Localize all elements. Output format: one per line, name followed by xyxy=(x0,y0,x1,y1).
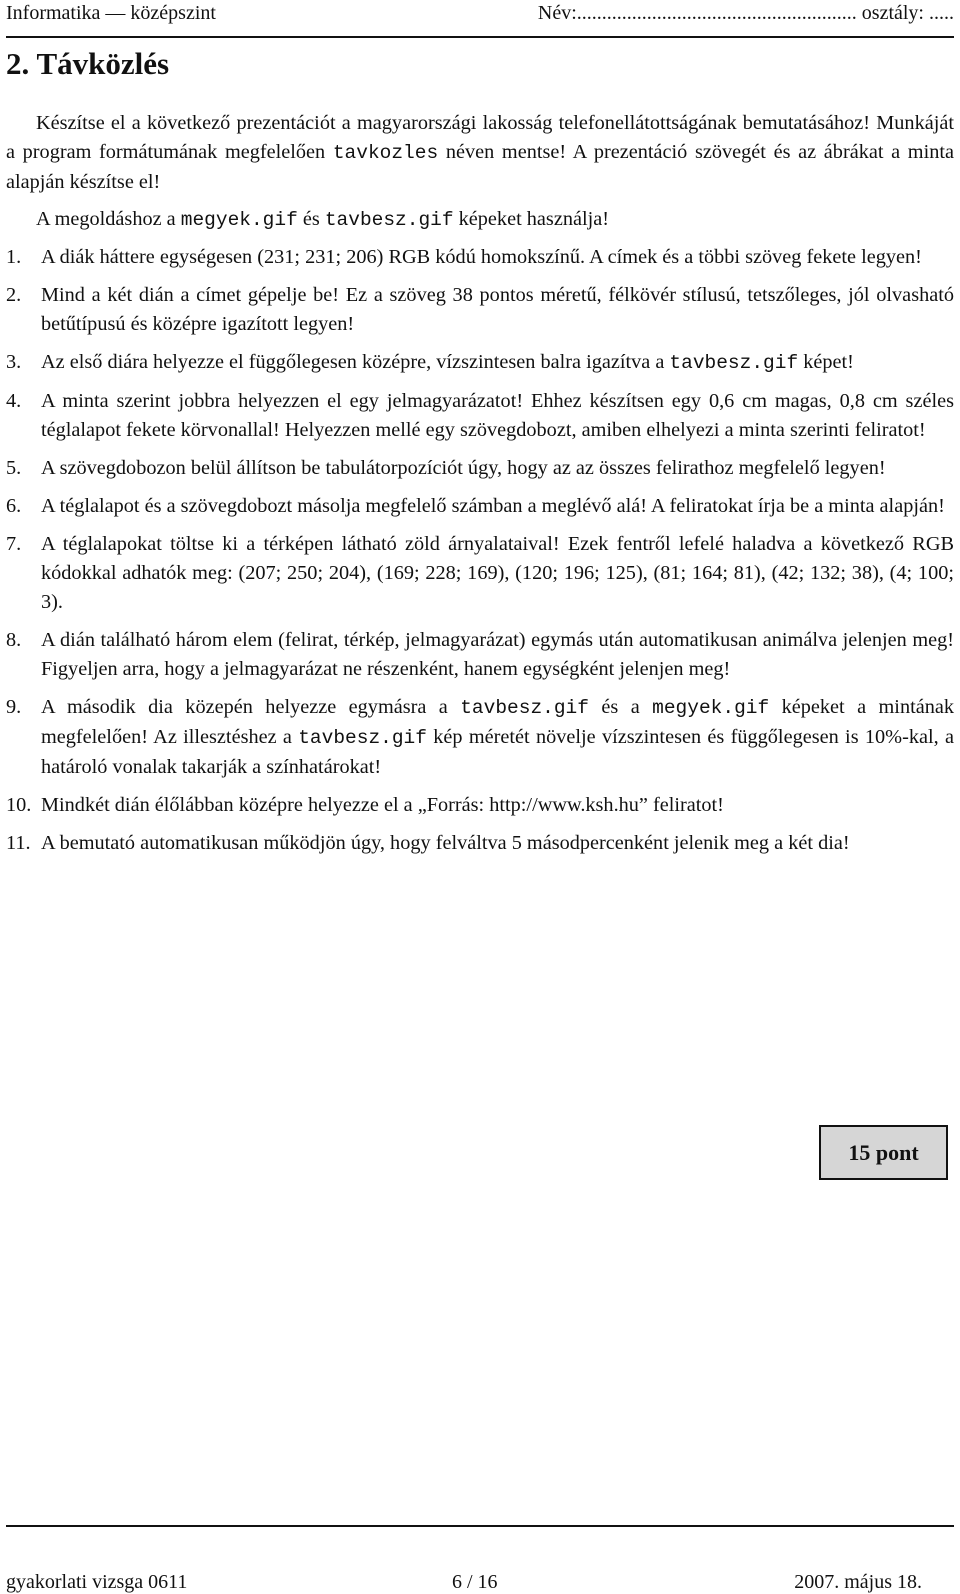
list-item xyxy=(6,281,954,339)
footer-exam-code: gyakorlati vizsga 0611 xyxy=(6,1571,188,1593)
filename-megyek: megyek.gif xyxy=(652,697,770,719)
list-item xyxy=(6,454,954,483)
item-number: 5. xyxy=(6,457,22,479)
footer-date: 2007. május 18. xyxy=(794,1571,922,1593)
task-body xyxy=(6,109,954,867)
item-text-part: képeket a mintának megfelelően! Az illesztéshez a xyxy=(41,696,955,748)
item-number: 2. xyxy=(6,284,22,306)
item-text: Mind a két dián a címet gépelje be! Ez a szöveg 38 pontos méretű, félkövér stílusú, tetszőleges, jól olvasható betűtípusú és középre igazított legyen! xyxy=(41,284,954,335)
list-item xyxy=(6,492,954,521)
intro-paragraph xyxy=(6,109,954,197)
header-name-class-field: Név:........................................................ osztály: ..... xyxy=(537,2,954,24)
item-text: Mindkét dián élőlábban középre helyezze el a „Forrás: http://www.ksh.hu” feliratot! xyxy=(41,794,724,816)
list-item xyxy=(6,530,954,617)
resources-text-3: képeket használja! xyxy=(453,208,609,230)
item-text: A minta szerint jobbra helyezzen el egy jelmagyarázatot! Ehhez készítsen egy 0,6 cm magas, 0,8 cm széles téglalapot fekete körvonallal! Helyezzen mellé egy szövegdobozt, amiben elhelyezi a minta szerinti feliratot! xyxy=(41,390,954,441)
filename-tavbesz: tavbesz.gif xyxy=(324,209,454,231)
item-number: 8. xyxy=(6,629,22,651)
list-item xyxy=(6,693,954,782)
item-number: 4. xyxy=(6,390,22,412)
score-box: 15 pont xyxy=(819,1125,948,1180)
list-item xyxy=(6,387,954,445)
filename-tavbesz: tavbesz.gif xyxy=(669,352,799,374)
intro-text-2: néven mentse! A prezentáció szövegét és az ábrákat a minta alapján készítse el! xyxy=(6,141,954,193)
item-text-part: A második dia közepén helyezze egymásra a xyxy=(41,696,461,718)
item-text-part: képet! xyxy=(798,351,854,373)
resources-text-1: A megoldáshoz a xyxy=(36,208,181,230)
item-text: A téglalapokat töltse ki a térképen látható zöld árnyalataival! Ezek fentről lefelé haladva a következő RGB kódokkal adhatók meg: (207; 250; 204), (169; 228; 169), (120; 196; 125), (81; 164; 81), (42; 132; 38), (4; 100; 3). xyxy=(41,533,954,613)
item-text: A téglalapot és a szövegdobozt másolja megfelelő számban a meglévő alá! A feliratokat írja be a minta alapján! xyxy=(41,495,945,517)
page-footer xyxy=(6,1525,954,1593)
list-item xyxy=(6,348,954,378)
list-item xyxy=(6,829,954,858)
item-text-part: és a xyxy=(588,696,653,718)
list-item xyxy=(6,626,954,684)
header-subject: Informatika — középszint xyxy=(6,2,216,24)
filename-tavbesz: tavbesz.gif xyxy=(460,697,589,719)
item-text-part: Az első diára helyezze el függőlegesen középre, vízszintesen balra igazítva a xyxy=(41,351,670,373)
item-text xyxy=(41,348,954,378)
item-text-part: kép méretét növelje vízszintesen és függőlegesen is 10%-kal, a határoló vonalak takarják a színhatárokat! xyxy=(41,726,954,778)
filename-tavbesz: tavbesz.gif xyxy=(298,727,427,749)
page-header xyxy=(6,2,954,38)
filename-megyek: megyek.gif xyxy=(180,209,298,231)
filename-tavkozles: tavkozles xyxy=(332,142,439,164)
item-number: 6. xyxy=(6,495,22,517)
item-number: 11. xyxy=(6,832,31,854)
item-number: 1. xyxy=(6,246,22,268)
footer-page-number: 6 / 16 xyxy=(452,1571,498,1593)
resources-paragraph xyxy=(6,205,954,235)
list-item xyxy=(6,243,954,272)
item-text: A dián található három elem (felirat, térkép, jelmagyarázat) egymás után automatikusan animálva jelenjen meg! Figyeljen arra, hogy a jelmagyarázat ne részenként, hanem egységként jelenjen meg! xyxy=(41,629,954,680)
resources-text-2: és xyxy=(297,208,325,230)
item-text: A bemutató automatikusan működjön úgy, hogy felváltva 5 másodpercenként jelenik meg a két dia! xyxy=(41,832,850,854)
item-number: 7. xyxy=(6,533,22,555)
item-text xyxy=(41,693,954,782)
item-text: A diák háttere egységesen (231; 231; 206) RGB kódú homokszínű. A címek és a többi szöveg fekete legyen! xyxy=(41,246,922,268)
item-number: 3. xyxy=(6,351,22,373)
task-title: 2. Távközlés xyxy=(6,46,170,81)
item-number: 10. xyxy=(6,794,32,816)
list-item xyxy=(6,791,954,820)
item-text: A szövegdobozon belül állítson be tabulátorpozíciót úgy, hogy az az összes felirathoz megfelelő legyen! xyxy=(41,457,886,479)
intro-text-1: Készítse el a következő prezentációt a magyarországi lakosság telefonellátottságának bemutatásához! Munkáját a program formátumának megfelelően xyxy=(6,112,954,163)
item-number: 9. xyxy=(6,696,22,718)
